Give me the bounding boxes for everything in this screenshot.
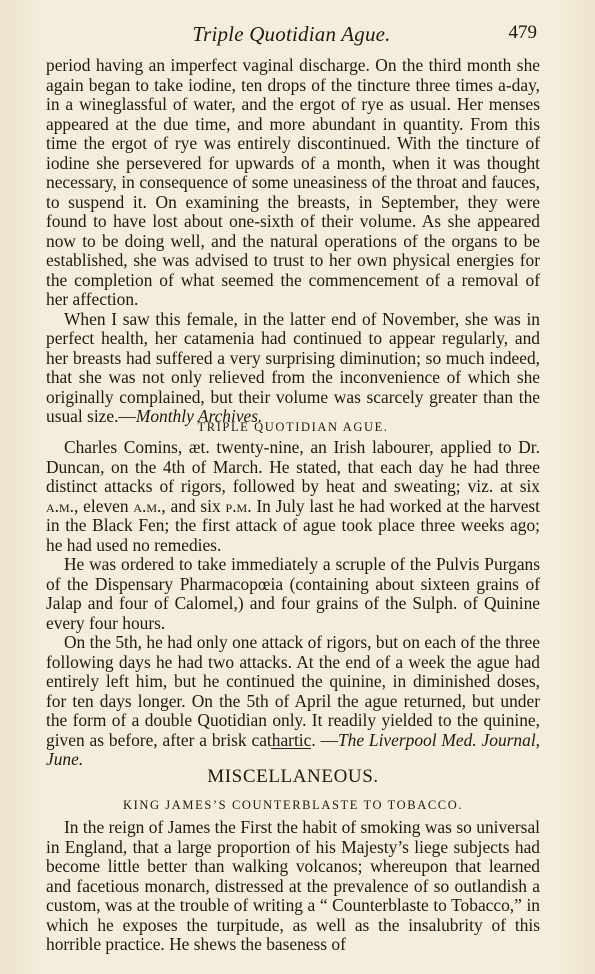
paragraph-text: In July last he had worked at the harvest in the Black Fen; the first attack of ague took place three weeks ago; he had used no remedies. [46,495,541,555]
triple-quotidian-ague-text [46,438,540,770]
paragraph-text: On the 5th, he had only one attack of rigors, but on each of the three following days he had two attacks. At the end of a week the ague had entirely left him, but he continued the quinine, in diminished doses, for ten days longer. On the 5th of April the ague returned, but under the form of a double Quotidian only. It readily yielded to the quinine, given as before, after a brisk cathartic. — [46,632,540,750]
section-divider [271,748,311,749]
paragraph-text: Charles Comins, æt. twenty-nine, an Irish labourer, applied to Dr. Duncan, on the 4th of March. He stated, that each day he had three distinct attacks of rigors, followed by heat and sweating; viz. at six [46,437,540,496]
running-title: Triple Quotidian Ague. [192,22,391,46]
paragraph-text: , eleven [74,495,134,516]
running-head [46,22,537,46]
paragraph [46,633,540,770]
subheading-counterblaste [46,798,540,813]
time-abbreviation: a.m. [46,495,75,516]
paragraph-text: , and six [161,495,226,516]
paragraph [46,438,540,555]
source-citation: Monthly Archives. [135,406,263,426]
subheading-text: ’S COUNTERBLASTE TO TOBACCO. [212,798,464,812]
subheading-text: KING JAMES [122,798,213,812]
source-citation: The Liverpool Med. Journal, June. [46,729,541,769]
section-heading-miscellaneous: MISCELLANEOUS. [207,766,379,787]
section-heading-triple-quotidian-ague: TRIPLE QUOTIDIAN AGUE. [197,420,389,434]
paragraph-text: When I saw this female, in the latter end of November, she was in perfect health, her catamenia had continued to appear regularly, and her breasts had suffered a very surprising diminution; so much indeed, that she was not only relieved from the inconvenience of which she originally complained, but their volume was scarcely greater than the usual size.— [46,308,540,426]
time-abbreviation: p.m. [225,495,252,516]
continued-case-text [46,56,540,427]
paragraph: period having an imperfect vaginal discharge. On the third month she again began to take iodine, ten drops of the tincture three times a-day, in a wineglassful of water, and the ergot of rye as usual. Her menses appeared at the due time, and more abundant in quantity. From this time the ergot of rye was entirely discontinued. With the tincture of iodine she persevered for upwards of a month, when it was thought necessary, in consequence of some uneasiness of the throat and fauces, to suspend it. On examining the breasts, in September, they were found to have lost about one-sixth of their volume. As she appeared now to be doing well, and the natural operations of the organs to be established, she was advised to trust to her own physical energies for the completion of what seemed the commencement of a removal of her affection. [46,55,540,309]
paragraph [46,310,540,427]
page-number: 479 [508,22,537,43]
paragraph: In the reign of James the First the habit of smoking was so universal in England, that a large proportion of his Majesty’s liege subjects had become little better than walking volcanos; whereupon that learned and facetious monarch, distressed at the prevalence of so outlandish a custom, was at the trouble of writing a “ Counterblaste to Tobacco,” in which he exposes the turpitude, as well as the insalubrity of this horrible practice. He shews the baseness of [46,817,540,954]
paragraph: He was ordered to take immediately a scruple of the Pulvis Purgans of the Dispensary Pharmacopœia (containing about sixteen grains of Jalap and four of Calomel,) and four grains of the Sulph. of Quinine every four hours. [46,554,540,633]
counterblaste-text [46,818,540,955]
time-abbreviation: a.m. [133,495,162,516]
